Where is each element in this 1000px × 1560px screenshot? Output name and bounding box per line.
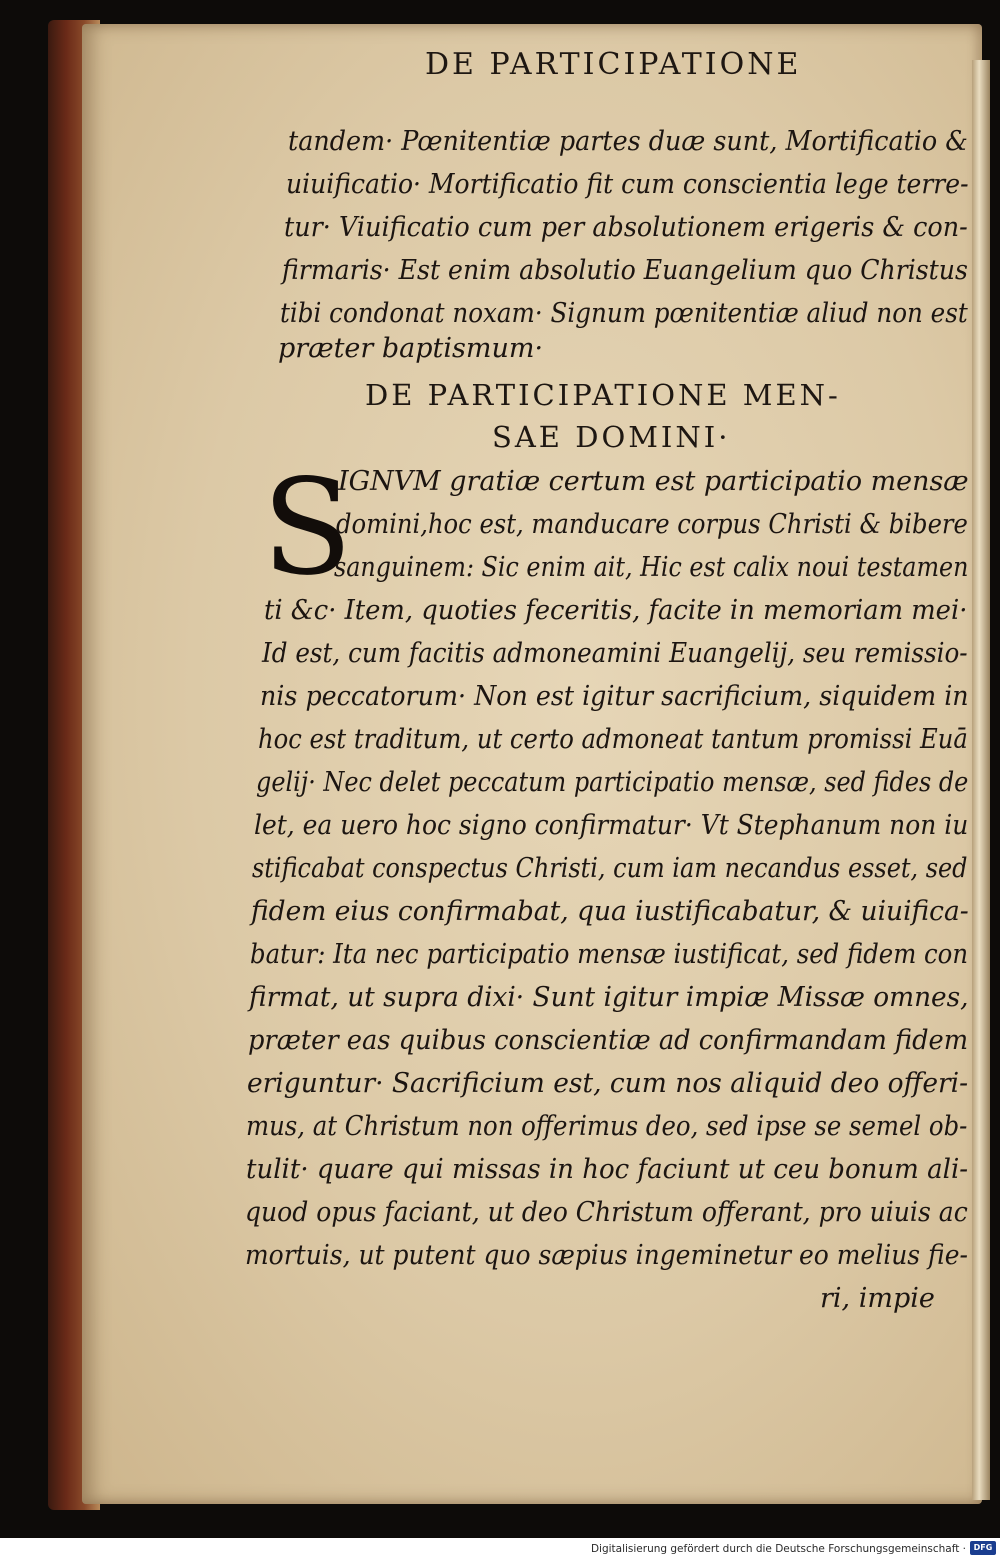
page-edge — [972, 60, 990, 1500]
text-line: let, ea uero hoc signo confirmatur· Vt Stephanum non iu — [254, 810, 969, 841]
text-line: sanguinem: Sic enim ait, Hic est calix noui testamen — [334, 552, 969, 583]
text-line: quod opus faciant, ut deo Christum offerant, pro uiuis ac — [245, 1197, 968, 1228]
drop-cap: S — [262, 451, 353, 605]
section-heading-line-2: SAE DOMINI· — [492, 420, 731, 454]
text-line: ti &c· Item, quoties feceritis, facite in memoriam mei· — [264, 595, 968, 626]
text-line: tandem· Pœnitentiæ partes duæ sunt, Mortificatio & — [288, 126, 968, 157]
text-line: firmat, ut supra dixi· Sunt igitur impiæ Missæ omnes, — [249, 982, 969, 1013]
text-line: mus, at Christum non offerimus deo, sed ipse se semel ob- — [246, 1111, 968, 1142]
footer-credit: Digitalisierung gefördert durch die Deutsche Forschungsgemeinschaft · — [590, 1543, 966, 1555]
text-line: tur· Viuificatio cum per absolutionem erigeris & con- — [284, 212, 968, 243]
section-heading-line-1: DE PARTICIPATIONE MEN- — [365, 378, 841, 412]
text-line: tulit· quare qui missas in hoc faciunt ut ceu bonum ali- — [246, 1154, 969, 1185]
text-line: uiuificatio· Mortificatio fit cum conscientia lege terre- — [286, 169, 969, 200]
text-line: Id est, cum facitis admoneamini Euangelij, seu remissio- — [262, 638, 968, 669]
text-line: mortuis, ut putent quo sæpius ingeminetur eo melius fie- — [245, 1240, 968, 1271]
text-line: præter baptismum· — [278, 333, 544, 364]
text-line: batur: Ita nec participatio mensæ iustificat, sed fidem con — [250, 939, 969, 970]
text-line: præter eas quibus conscientiæ ad confirmandam fidem — [248, 1025, 969, 1056]
running-head: DE PARTICIPATIONE — [425, 47, 802, 82]
text-line: tibi condonat noxam· Signum pœnitentiæ aliud non est — [280, 298, 968, 329]
text-line: stificabat conspectus Christi, cum iam necandus esset, sed — [252, 853, 968, 884]
catchword: ri, impie — [820, 1283, 935, 1314]
text-line: firmaris· Est enim absolutio Euangelium quo Christus — [282, 255, 968, 286]
text-line: fidem eius confirmabat, qua iustificabatur, & uiuifica- — [251, 896, 969, 927]
dfg-logo-icon: DFG — [970, 1541, 996, 1555]
text-line: gelij· Nec delet peccatum participatio mensæ, sed fides de — [256, 767, 969, 798]
book-page — [82, 24, 982, 1504]
text-line: eriguntur· Sacrificium est, cum nos aliquid deo offeri- — [247, 1068, 969, 1099]
text-line: hoc est traditum, ut certo admoneat tantum promissi Euā — [258, 724, 968, 755]
text-line: IGNVM gratiæ certum est participatio mensæ — [338, 466, 969, 497]
text-line: domini,hoc est, manducare corpus Christi & bibere — [336, 509, 968, 540]
text-line: nis peccatorum· Non est igitur sacrificium, siquidem in — [260, 681, 969, 712]
